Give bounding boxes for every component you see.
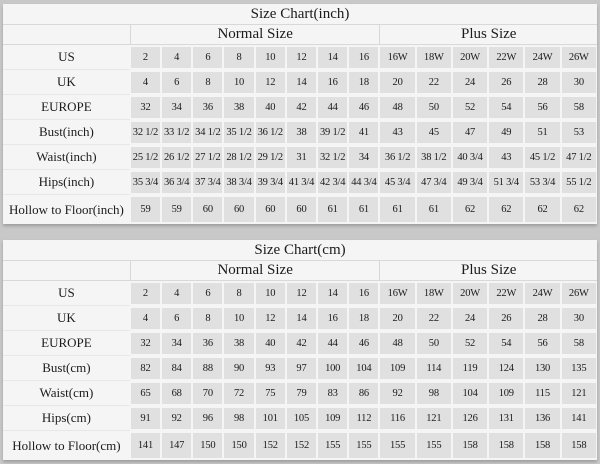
table-cell: 14 [317, 281, 348, 306]
table-cell: 58 [561, 331, 597, 356]
table-cell: 38 [223, 331, 254, 356]
column-group-normal-size: Normal Size [130, 261, 380, 281]
table-cell: 39 3/4 [255, 170, 286, 195]
table-cell: 26 [488, 306, 524, 331]
table-cell: 26 1/2 [161, 145, 192, 170]
table-row [3, 170, 597, 195]
table-row [3, 331, 597, 356]
table-cell: 36 [192, 95, 223, 120]
table-cell: 32 [130, 331, 161, 356]
table-cell: 54 [488, 95, 524, 120]
table-cell: 43 [488, 145, 524, 170]
table-cell: 14 [286, 306, 317, 331]
table-cell: 16W [379, 281, 415, 306]
row-label: UK [3, 306, 130, 331]
table-cell: 32 1/2 [130, 120, 161, 145]
table-cell: 98 [223, 406, 254, 431]
table-cell: 33 1/2 [161, 120, 192, 145]
table-cell: 47 3/4 [416, 170, 452, 195]
column-group-plus-size: Plus Size [379, 261, 597, 281]
table-cell: 14 [286, 70, 317, 95]
table-row [3, 306, 597, 331]
table-cell: 61 [348, 195, 379, 224]
table-cell: 2 [130, 281, 161, 306]
table-cell: 29 1/2 [255, 145, 286, 170]
table-cell: 58 [561, 95, 597, 120]
table-title: Size Chart(inch) [3, 4, 597, 25]
table-cell: 36 1/2 [379, 145, 415, 170]
table-cell: 62 [524, 195, 560, 224]
table-cell: 24W [524, 281, 560, 306]
table-cell: 18W [416, 45, 452, 70]
table-cell: 47 [452, 120, 488, 145]
table-cell: 6 [161, 306, 192, 331]
table-cell: 52 [452, 331, 488, 356]
table-cell: 158 [452, 431, 488, 460]
table-cell: 61 [317, 195, 348, 224]
table-cell: 135 [561, 356, 597, 381]
table-row [3, 70, 597, 95]
column-group-normal-size: Normal Size [130, 25, 380, 45]
table-row [3, 381, 597, 406]
table-cell: 36 3/4 [161, 170, 192, 195]
table-cell: 82 [130, 356, 161, 381]
table-cell: 68 [161, 381, 192, 406]
table-row [3, 45, 597, 70]
table-cell: 4 [161, 281, 192, 306]
table-cell: 48 [379, 331, 415, 356]
table-row [3, 356, 597, 381]
row-label: Hollow to Floor(inch) [9, 201, 124, 217]
table-cell: 43 [379, 120, 415, 145]
table-cell: 25 1/2 [130, 145, 161, 170]
table-cell: 18 [348, 70, 379, 95]
table-cell: 141 [130, 431, 161, 460]
table-cell: 115 [524, 381, 560, 406]
table-cell: 6 [192, 45, 223, 70]
row-label: UK [3, 70, 130, 95]
table-cell: 34 [348, 145, 379, 170]
table-cell: 104 [348, 356, 379, 381]
table-cell: 46 [348, 95, 379, 120]
table-cell: 2 [130, 45, 161, 70]
table-cell: 37 3/4 [192, 170, 223, 195]
table-cell: 12 [286, 45, 317, 70]
table-cell: 24 [452, 70, 488, 95]
table-cell: 10 [223, 70, 254, 95]
table-cell: 152 [255, 431, 286, 460]
size-chart-cm-table [3, 240, 597, 460]
table-cell: 121 [416, 406, 452, 431]
row-label: Bust(inch) [3, 120, 130, 145]
table-cell: 28 [524, 70, 560, 95]
table-cell: 75 [255, 381, 286, 406]
table-cell: 109 [317, 406, 348, 431]
table-cell: 8 [223, 281, 254, 306]
table-cell: 16W [379, 45, 415, 70]
table-cell: 101 [255, 406, 286, 431]
column-group-plus-size: Plus Size [379, 25, 597, 45]
table-cell: 22W [488, 45, 524, 70]
table-cell: 55 1/2 [561, 170, 597, 195]
table-cell: 26W [561, 45, 597, 70]
table-cell: 42 [286, 95, 317, 120]
table-cell: 48 [379, 95, 415, 120]
table-cell: 38 3/4 [223, 170, 254, 195]
table-cell: 40 [255, 331, 286, 356]
table-cell: 35 1/2 [223, 120, 254, 145]
table-cell: 131 [488, 406, 524, 431]
table-cell: 38 [286, 120, 317, 145]
row-label: Hollow to Floor(cm) [12, 437, 121, 453]
table-cell: 34 [161, 95, 192, 120]
table-cell: 100 [317, 356, 348, 381]
table-cell: 150 [223, 431, 254, 460]
table-row [3, 195, 597, 224]
table-cell: 96 [192, 406, 223, 431]
table-cell: 65 [130, 381, 161, 406]
table-cell: 40 3/4 [452, 145, 488, 170]
table-cell: 46 [348, 331, 379, 356]
table-row [3, 281, 597, 306]
table-row [3, 95, 597, 120]
table-cell: 59 [130, 195, 161, 224]
table-cell: 104 [452, 381, 488, 406]
table-cell: 54 [488, 331, 524, 356]
table-cell: 35 3/4 [130, 170, 161, 195]
table-cell: 88 [192, 356, 223, 381]
table-cell: 44 3/4 [348, 170, 379, 195]
table-cell: 59 [161, 195, 192, 224]
table-cell: 20 [379, 306, 415, 331]
table-cell: 112 [348, 406, 379, 431]
table-cell: 45 [416, 120, 452, 145]
table-cell: 32 1/2 [317, 145, 348, 170]
table-cell: 30 [561, 70, 597, 95]
table-cell: 61 [416, 195, 452, 224]
table-cell: 92 [379, 381, 415, 406]
table-cell: 119 [452, 356, 488, 381]
table-cell: 12 [255, 306, 286, 331]
table-cell: 91 [130, 406, 161, 431]
table-cell: 62 [452, 195, 488, 224]
table-cell: 51 [524, 120, 560, 145]
table-cell: 141 [561, 406, 597, 431]
table-cell: 36 1/2 [255, 120, 286, 145]
table-cell: 38 1/2 [416, 145, 452, 170]
table-cell: 90 [223, 356, 254, 381]
table-cell: 24 [452, 306, 488, 331]
table-cell: 49 [488, 120, 524, 145]
table-cell: 34 1/2 [192, 120, 223, 145]
table-cell: 44 [317, 95, 348, 120]
table-cell: 4 [130, 306, 161, 331]
table-cell: 56 [524, 331, 560, 356]
row-label: Hips(cm) [3, 406, 130, 431]
table-cell: 158 [488, 431, 524, 460]
table-cell: 20W [452, 281, 488, 306]
row-label: Hips(inch) [3, 170, 130, 195]
table-cell: 98 [416, 381, 452, 406]
table-cell: 8 [192, 306, 223, 331]
table-cell: 34 [161, 331, 192, 356]
table-row [3, 406, 597, 431]
table-cell: 4 [161, 45, 192, 70]
row-label: Waist(inch) [3, 145, 130, 170]
table-row [3, 120, 597, 145]
table-title: Size Chart(cm) [3, 240, 597, 261]
row-label: EUROPE [3, 95, 130, 120]
table-cell: 150 [192, 431, 223, 460]
table-cell: 16 [348, 45, 379, 70]
table-cell: 86 [348, 381, 379, 406]
table-cell: 124 [488, 356, 524, 381]
table-cell: 56 [524, 95, 560, 120]
table-cell: 30 [561, 306, 597, 331]
table-cell: 116 [379, 406, 415, 431]
table-cell: 10 [223, 306, 254, 331]
table-cell: 109 [488, 381, 524, 406]
table-cell: 97 [286, 356, 317, 381]
row-label: US [3, 45, 130, 70]
table-cell: 136 [524, 406, 560, 431]
table-cell: 12 [286, 281, 317, 306]
table-cell: 105 [286, 406, 317, 431]
table-cell: 16 [348, 281, 379, 306]
table-cell: 20 [379, 70, 415, 95]
table-cell: 6 [192, 281, 223, 306]
table-cell: 155 [317, 431, 348, 460]
table-cell: 121 [561, 381, 597, 406]
row-label: EUROPE [3, 331, 130, 356]
table-cell: 42 [286, 331, 317, 356]
table-cell: 26 [488, 70, 524, 95]
table-cell: 41 3/4 [286, 170, 317, 195]
table-cell: 40 [255, 95, 286, 120]
table-cell: 36 [192, 331, 223, 356]
table-cell: 8 [223, 45, 254, 70]
table-cell: 92 [161, 406, 192, 431]
table-cell: 130 [524, 356, 560, 381]
table-cell: 6 [161, 70, 192, 95]
table-cell: 61 [379, 195, 415, 224]
row-label: US [3, 281, 130, 306]
table-cell: 147 [161, 431, 192, 460]
table-cell: 24W [524, 45, 560, 70]
table-cell: 22W [488, 281, 524, 306]
table-cell: 20W [452, 45, 488, 70]
table-cell: 18 [348, 306, 379, 331]
table-cell: 158 [524, 431, 560, 460]
table-cell: 60 [286, 195, 317, 224]
table-cell: 22 [416, 306, 452, 331]
table-cell: 45 1/2 [524, 145, 560, 170]
table-cell: 53 [561, 120, 597, 145]
table-cell: 70 [192, 381, 223, 406]
table-cell: 72 [223, 381, 254, 406]
table-cell: 45 3/4 [379, 170, 415, 195]
table-cell: 83 [317, 381, 348, 406]
table-cell: 14 [317, 45, 348, 70]
table-cell: 158 [561, 431, 597, 460]
table-cell: 53 3/4 [524, 170, 560, 195]
table-cell: 60 [255, 195, 286, 224]
table-cell: 26W [561, 281, 597, 306]
table-cell: 47 1/2 [561, 145, 597, 170]
table-cell: 155 [348, 431, 379, 460]
table-cell: 44 [317, 331, 348, 356]
table-cell: 32 [130, 95, 161, 120]
table-cell: 16 [317, 70, 348, 95]
table-cell: 4 [130, 70, 161, 95]
table-cell: 27 1/2 [192, 145, 223, 170]
table-cell: 49 3/4 [452, 170, 488, 195]
corner-cell [3, 261, 130, 281]
table-cell: 62 [488, 195, 524, 224]
table-cell: 38 [223, 95, 254, 120]
row-label: Waist(cm) [3, 381, 130, 406]
table-cell: 84 [161, 356, 192, 381]
table-row [3, 431, 597, 460]
table-cell: 8 [192, 70, 223, 95]
table-row [3, 145, 597, 170]
table-cell: 28 [524, 306, 560, 331]
table-cell: 31 [286, 145, 317, 170]
table-cell: 41 [348, 120, 379, 145]
corner-cell [3, 25, 130, 45]
table-cell: 10 [255, 281, 286, 306]
table-cell: 22 [416, 70, 452, 95]
table-cell: 155 [379, 431, 415, 460]
row-label: Bust(cm) [3, 356, 130, 381]
table-cell: 60 [223, 195, 254, 224]
table-cell: 152 [286, 431, 317, 460]
table-cell: 52 [452, 95, 488, 120]
table-cell: 50 [416, 95, 452, 120]
table-cell: 10 [255, 45, 286, 70]
table-cell: 28 1/2 [223, 145, 254, 170]
table-cell: 114 [416, 356, 452, 381]
table-cell: 51 3/4 [488, 170, 524, 195]
size-chart-inch-table [3, 4, 597, 224]
table-cell: 42 3/4 [317, 170, 348, 195]
table-cell: 109 [379, 356, 415, 381]
table-cell: 39 1/2 [317, 120, 348, 145]
table-cell: 79 [286, 381, 317, 406]
table-cell: 155 [416, 431, 452, 460]
table-cell: 12 [255, 70, 286, 95]
table-cell: 18W [416, 281, 452, 306]
table-cell: 126 [452, 406, 488, 431]
table-cell: 60 [192, 195, 223, 224]
table-cell: 62 [561, 195, 597, 224]
table-cell: 16 [317, 306, 348, 331]
table-cell: 93 [255, 356, 286, 381]
table-cell: 50 [416, 331, 452, 356]
